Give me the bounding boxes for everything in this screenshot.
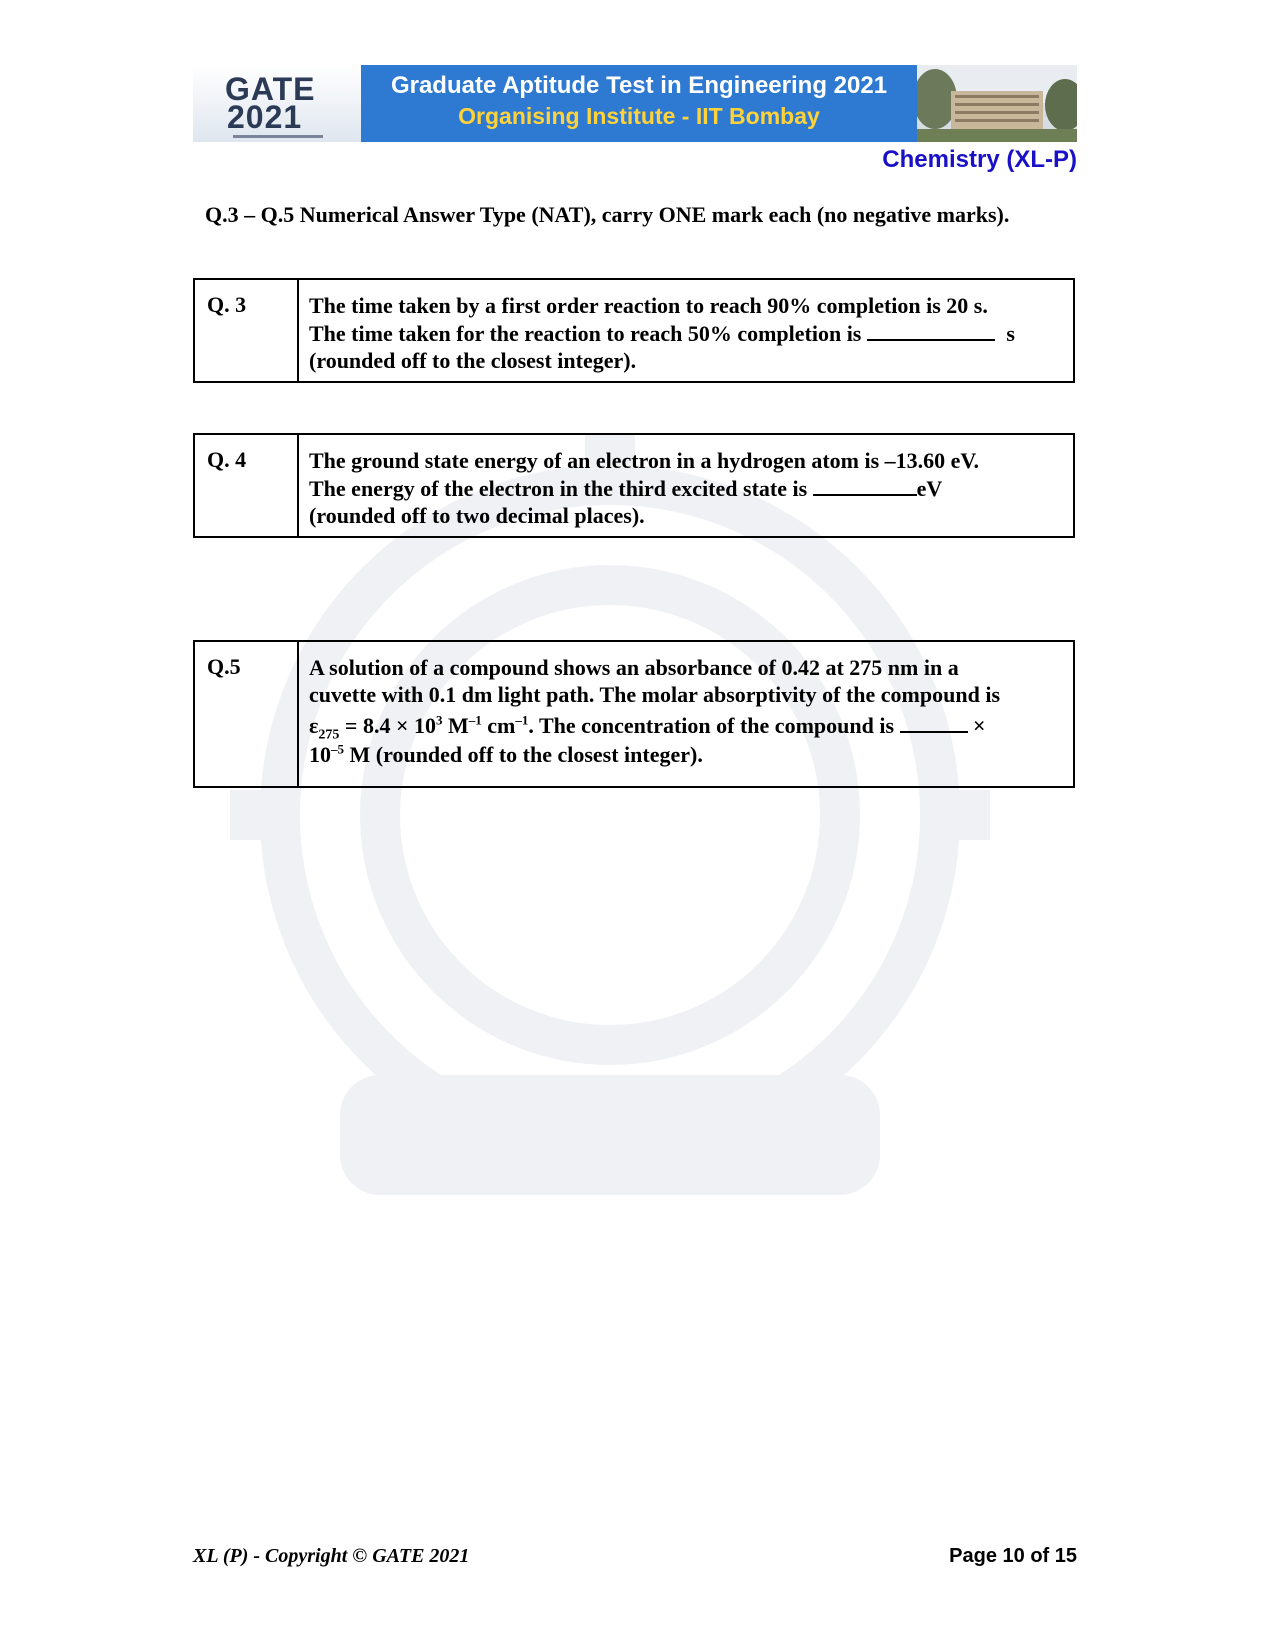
header-banner [193, 65, 1077, 142]
question-text [299, 642, 1073, 786]
question-line: The time taken by a first order reaction to reach 90% completion is 20 s. [309, 293, 988, 318]
question-line [309, 711, 1063, 743]
epsilon-symbol: ε [309, 713, 319, 738]
question-line [309, 741, 1063, 768]
banner-subtitle: Organising Institute - IIT Bombay [458, 103, 820, 129]
question-line-text: M (rounded off to the closest integer). [349, 742, 703, 767]
exponent: –1 [515, 712, 529, 728]
banner-title-block [361, 65, 917, 142]
question-number: Q. 4 [195, 435, 299, 536]
answer-blank [813, 474, 917, 496]
question-line-text: . The concentration of the compound is [528, 713, 895, 738]
question-line-text: The time taken for the reaction to reach 50% completion is [309, 321, 862, 346]
exponent: –5 [331, 741, 344, 757]
logo-year: 2021 [227, 99, 303, 135]
equation-value: = 8.4 × 10 [344, 713, 436, 738]
question-box-3 [193, 278, 1075, 383]
question-text [299, 435, 1073, 536]
answer-blank [867, 319, 995, 341]
footer-page-number: Page 10 of 15 [949, 1545, 1077, 1567]
question-line: (rounded off to the closest integer). [309, 348, 637, 373]
question-text [299, 280, 1073, 381]
gate-logo [193, 65, 361, 142]
question-line: (rounded off to two decimal places). [309, 503, 645, 528]
question-line-text: The energy of the electron in the third excited state is [309, 476, 808, 501]
subject-title: Chemistry (XL-P) [882, 146, 1077, 173]
question-number: Q.5 [195, 642, 299, 786]
unit-cm: cm [487, 713, 516, 738]
times-symbol: × [973, 713, 986, 738]
question-line: The ground state energy of an electron in a hydrogen atom is –13.60 eV. [309, 448, 979, 473]
exponent: 3 [435, 712, 443, 728]
logo-word: GATE [225, 71, 316, 107]
logo-tagline-bar [233, 135, 323, 138]
unit-m: M [447, 713, 469, 738]
question-number: Q. 3 [195, 280, 299, 381]
footer-copyright: XL (P) - Copyright © GATE 2021 [193, 1545, 470, 1567]
question-box-4 [193, 433, 1075, 538]
banner-title: Graduate Aptitude Test in Engineering 2021 [390, 72, 888, 99]
answer-unit: s [1006, 321, 1015, 346]
question-line [309, 319, 1063, 347]
question-line [309, 474, 1063, 502]
exponent: –1 [468, 712, 482, 728]
answer-unit: eV [916, 476, 943, 501]
question-line: A solution of a compound shows an absorbance of 0.42 at 275 nm in a [309, 655, 959, 680]
question-box-5 [193, 640, 1075, 788]
power-base: 10 [309, 742, 331, 767]
section-title: Q.3 – Q.5 Numerical Answer Type (NAT), carry ONE mark each (no negative marks). [205, 202, 1010, 227]
question-line: cuvette with 0.1 dm light path. The molar absorptivity of the compound is [309, 682, 1001, 707]
epsilon-subscript: 275 [318, 727, 340, 743]
answer-blank [900, 711, 968, 733]
institute-building-photo [917, 65, 1077, 142]
